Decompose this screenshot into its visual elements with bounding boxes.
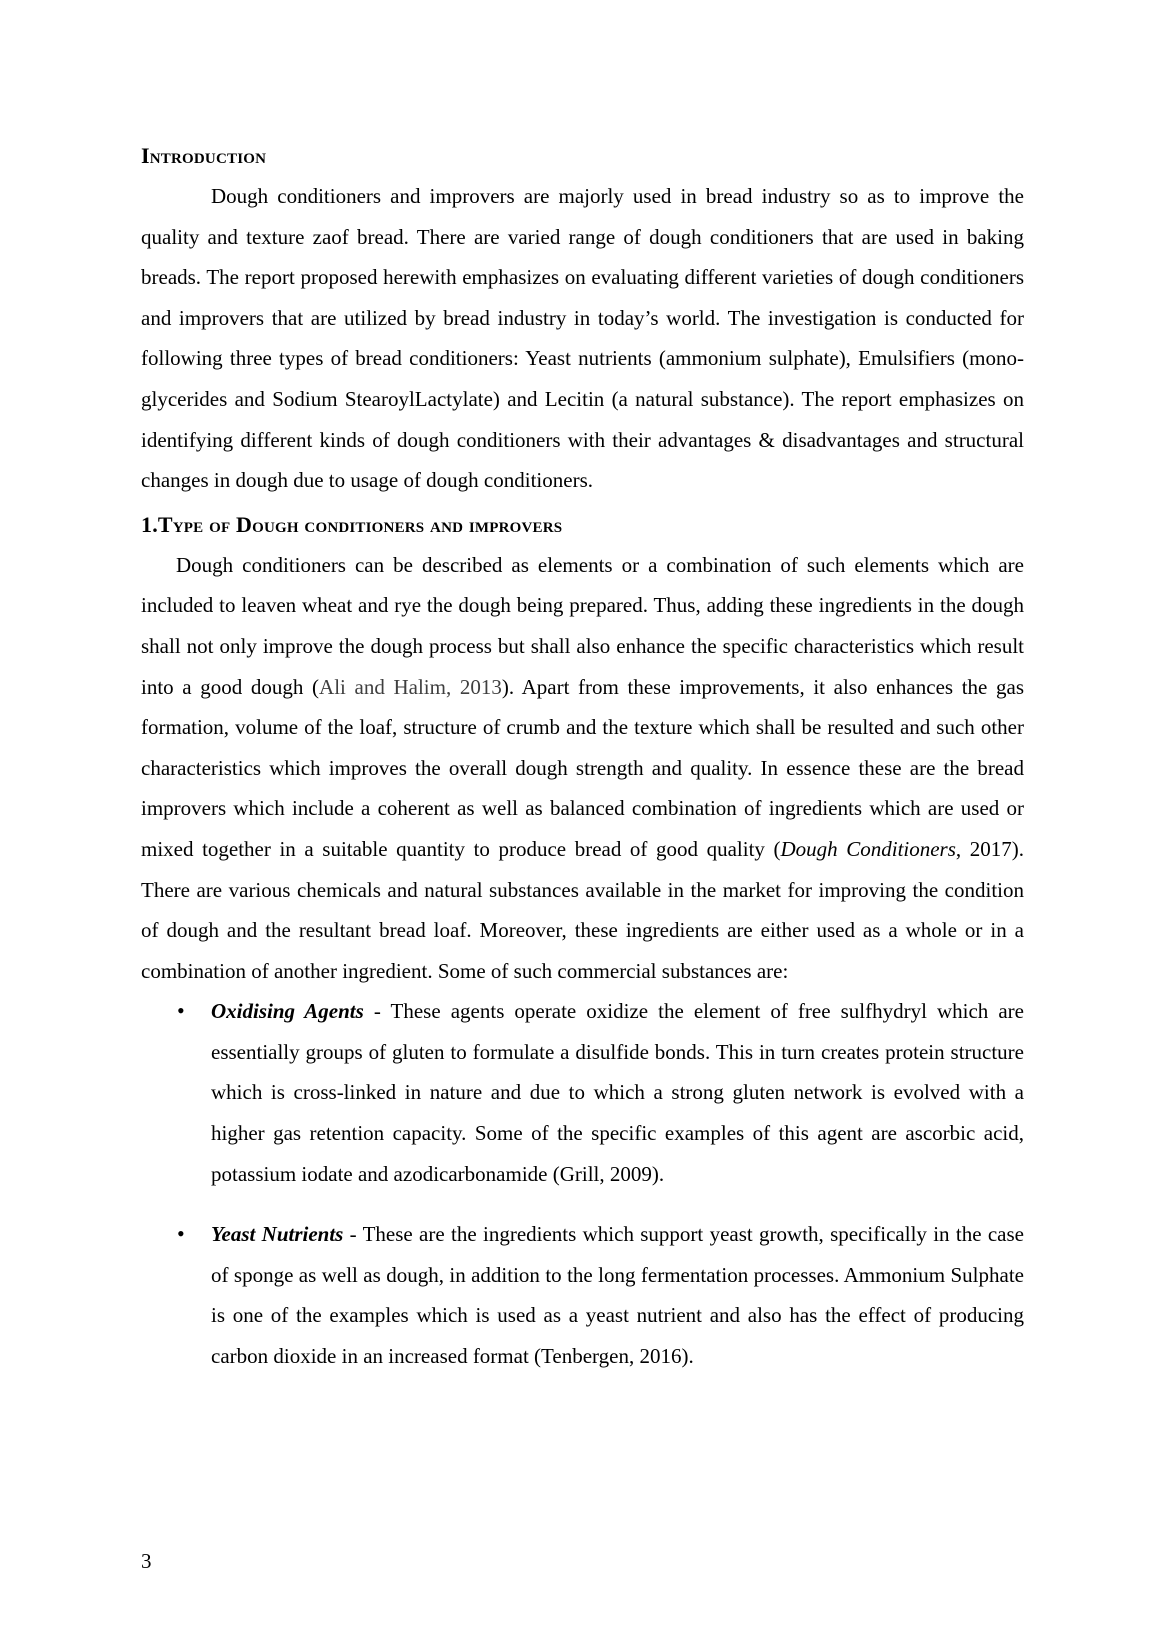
list-item-yeast-nutrients (141, 1214, 1024, 1376)
bullet-icon: • (177, 1221, 185, 1247)
citation-ali-halim: Ali and Halim, 2013 (319, 674, 502, 699)
section-1-paragraph (141, 545, 1024, 992)
list-item-text: - These agents operate oxidize the element of free sulfhydryl which are essentially groups of gluten to formulate a disulfide bonds. This in turn creates protein structure which is cross-linked in nature and due to which a strong gluten network is evolved with a higher gas retention capacity. Some of the specific examples of this agent are ascorbic acid, potassium iodate and azodicarbonamide (Grill, 2009). (211, 999, 1024, 1186)
list-item-term: Yeast Nutrients (211, 1222, 344, 1247)
list-item-oxidising-agents (141, 991, 1024, 1194)
introduction-paragraph: Dough conditioners and improvers are majorly used in bread industry so as to improve the quality and texture zaof bread. There are varied range of dough conditioners that are used in baking breads. The report proposed herewith emphasizes on evaluating different varieties of dough conditioners and improvers that are utilized by bread industry in today’s world. The investigation is conducted for following three types of bread conditioners: Yeast nutrients (ammonium sulphate), Emulsifiers (mono-glycerides and Sodium StearoylLactylate) and Lecitin (a natural substance). The report emphasizes on identifying different kinds of dough conditioners with their advantages & disadvantages and structural changes in dough due to usage of dough conditioners. (141, 184, 1024, 493)
section-1-text-part-1: Dough conditioners can be described as elements or a combination of such elements which are included to leaven wheat and rye the dough being prepared. Thus, adding these ingredients in the dough shall not only improve the dough process but shall also enhance the specific characteristics which result into a good dough ( (141, 552, 1024, 699)
page-content (141, 140, 1024, 1377)
citation-dough-conditioners: Dough Conditioners (780, 836, 956, 861)
list-item-text: - These are the ingredients which support yeast growth, specifically in the case of sponge as well as dough, in addition to the long fermentation processes. Ammonium Sulphate is one of the examples which is used as a yeast nutrient and also has the effect of producing carbon dioxide in an increased format (Tenbergen, 2016). (211, 1222, 1024, 1369)
bullet-icon: • (177, 998, 185, 1024)
section-1-heading: 1.Type of Dough conditioners and improvers (141, 511, 563, 537)
substances-list (141, 991, 1024, 1376)
section-1-text-part-2: ). Apart from these improvements, it also enhances the gas formation, volume of the loaf, structure of crumb and the texture which shall be resulted and such other characteristics which improves the overall dough strength and quality. In essence these are the bread improvers which include a coherent as well as balanced combination of ingredients which are used or mixed together in a suitable quantity to produce bread of good quality ( (141, 674, 1024, 861)
list-item-term: Oxidising Agents (211, 999, 364, 1024)
page-number: 3 (141, 1549, 152, 1573)
section-1-text-part-3: , 2017). There are various chemicals and natural substances available in the market for improving the condition of dough and the resultant bread loaf. Moreover, these ingredients are either used as a whole or in a combination of another ingredient. Some of such commercial substances are: (141, 836, 1024, 983)
introduction-heading: Introduction (141, 143, 267, 168)
